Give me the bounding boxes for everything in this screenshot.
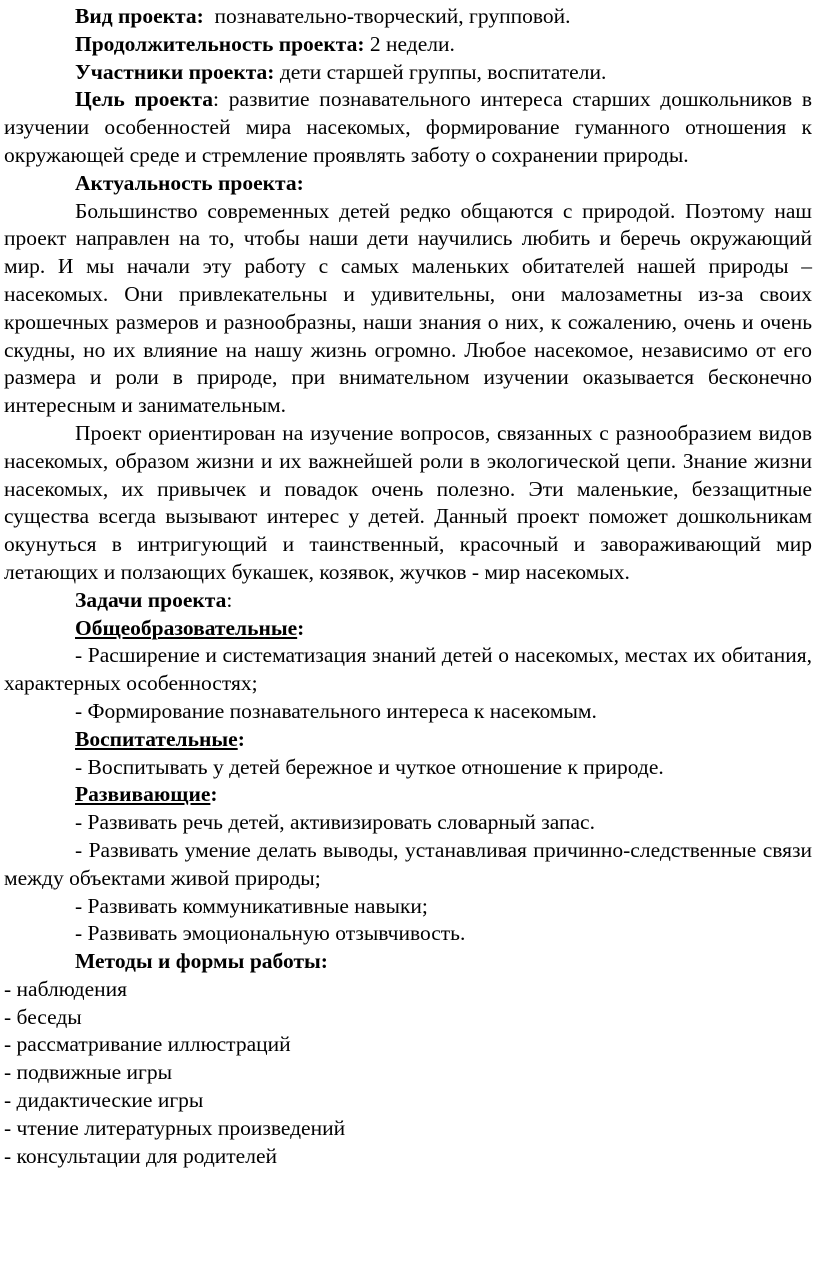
tasks-heading-line bbox=[4, 587, 812, 615]
project-goal-paragraph bbox=[4, 86, 812, 169]
method-item: - чтение литературных произведений bbox=[4, 1115, 346, 1140]
developing-task-item-1: - Развивать речь детей, активизировать словарный запас. bbox=[75, 810, 595, 835]
project-duration-label: Продолжительность проекта: bbox=[75, 31, 365, 56]
developing-task-item-4: - Развивать эмоциональную отзывчивость. bbox=[75, 921, 466, 946]
developing-tasks-heading: Развивающие bbox=[75, 782, 211, 807]
method-item: - беседы bbox=[4, 1004, 82, 1029]
general-task-item-1: - Расширение и систематизация знаний детей о насекомых, местах их обитания, характерных особенностях; bbox=[4, 643, 812, 696]
tasks-heading-colon: : bbox=[226, 587, 233, 612]
methods-heading: Методы и формы работы: bbox=[75, 949, 328, 974]
project-type-value: познавательно-творческий, групповой. bbox=[203, 4, 571, 28]
method-item: - подвижные игры bbox=[4, 1060, 173, 1085]
general-tasks-colon: : bbox=[297, 615, 305, 640]
project-goal-label: Цель проекта bbox=[75, 87, 214, 112]
method-item: - рассматривание иллюстраций bbox=[4, 1032, 291, 1057]
relevance-paragraph-1: Большинство современных детей редко общаются с природой. Поэтому наш проект направлен на то, чтобы наши дети научились любить и беречь окружающий мир. И мы начали эту работу с самых маленьких обитателей нашей природы – насекомых. Они привлекательны и удивительны, они малозаметны из-за своих крошечных размеров и разнообразны, наши знания о них, к сожалению, очень и очень скудны, но их влияние на нашу жизнь огромно. Любое насекомое, независимо от его размера и роли в природе, при внимательном изучении оказывается бесконечно интересным и занимательным. bbox=[4, 198, 812, 418]
method-item: - консультации для родителей bbox=[4, 1143, 277, 1168]
upbringing-tasks-heading: Воспитательные bbox=[75, 726, 238, 751]
method-item: - наблюдения bbox=[4, 976, 128, 1001]
project-participants-label: Участники проекта: bbox=[75, 59, 275, 84]
developing-task-item-2: - Развивать умение делать выводы, устанавливая причинно-следственные связи между объектами живой природы; bbox=[4, 837, 812, 890]
upbringing-tasks-heading-line bbox=[4, 726, 812, 754]
general-task-item-2: - Формирование познавательного интереса к насекомым. bbox=[75, 698, 597, 723]
project-goal-text: развитие познавательного интереса старших дошкольников в изучении особенностей мира насекомых, формирование гуманного отношения к окружающей среде и стремление проявлять заботу о сохранении природы. bbox=[4, 87, 813, 167]
general-tasks-heading-line bbox=[4, 615, 812, 643]
relevance-heading: Актуальность проекта: bbox=[75, 170, 304, 195]
tasks-heading: Задачи проекта bbox=[75, 587, 227, 612]
project-duration-line bbox=[4, 31, 812, 59]
method-item: - дидактические игры bbox=[4, 1088, 204, 1113]
developing-tasks-colon: : bbox=[210, 782, 218, 807]
project-participants-value: дети старшей группы, воспитатели. bbox=[274, 59, 607, 84]
project-type-line bbox=[4, 3, 812, 31]
developing-task-item-3: - Развивать коммуникативные навыки; bbox=[75, 893, 428, 918]
project-goal-colon: : bbox=[213, 87, 219, 112]
upbringing-tasks-colon: : bbox=[237, 726, 245, 751]
project-type-label: Вид проекта: bbox=[75, 4, 204, 28]
project-duration-value: 2 недели. bbox=[364, 31, 455, 56]
relevance-paragraph-2: Проект ориентирован на изучение вопросов, связанных с разнообразием видов насекомых, образом жизни и их важнейшей роли в экологической цепи. Знание жизни насекомых, их привычек и повадок очень полезно. Эти маленькие, беззащитные существа всегда вызывают интерес у детей. Данный проект поможет дошкольникам окунуться в интригующий и таинственный, красочный и завораживающий мир летающих и ползающих букашек, козявок, жучков - мир насекомых. bbox=[4, 420, 812, 584]
general-tasks-heading: Общеобразовательные bbox=[75, 615, 298, 640]
developing-tasks-heading-line bbox=[4, 781, 812, 809]
upbringing-task-item-1: - Воспитывать у детей бережное и чуткое отношение к природе. bbox=[75, 754, 664, 779]
project-participants-line bbox=[4, 59, 812, 87]
